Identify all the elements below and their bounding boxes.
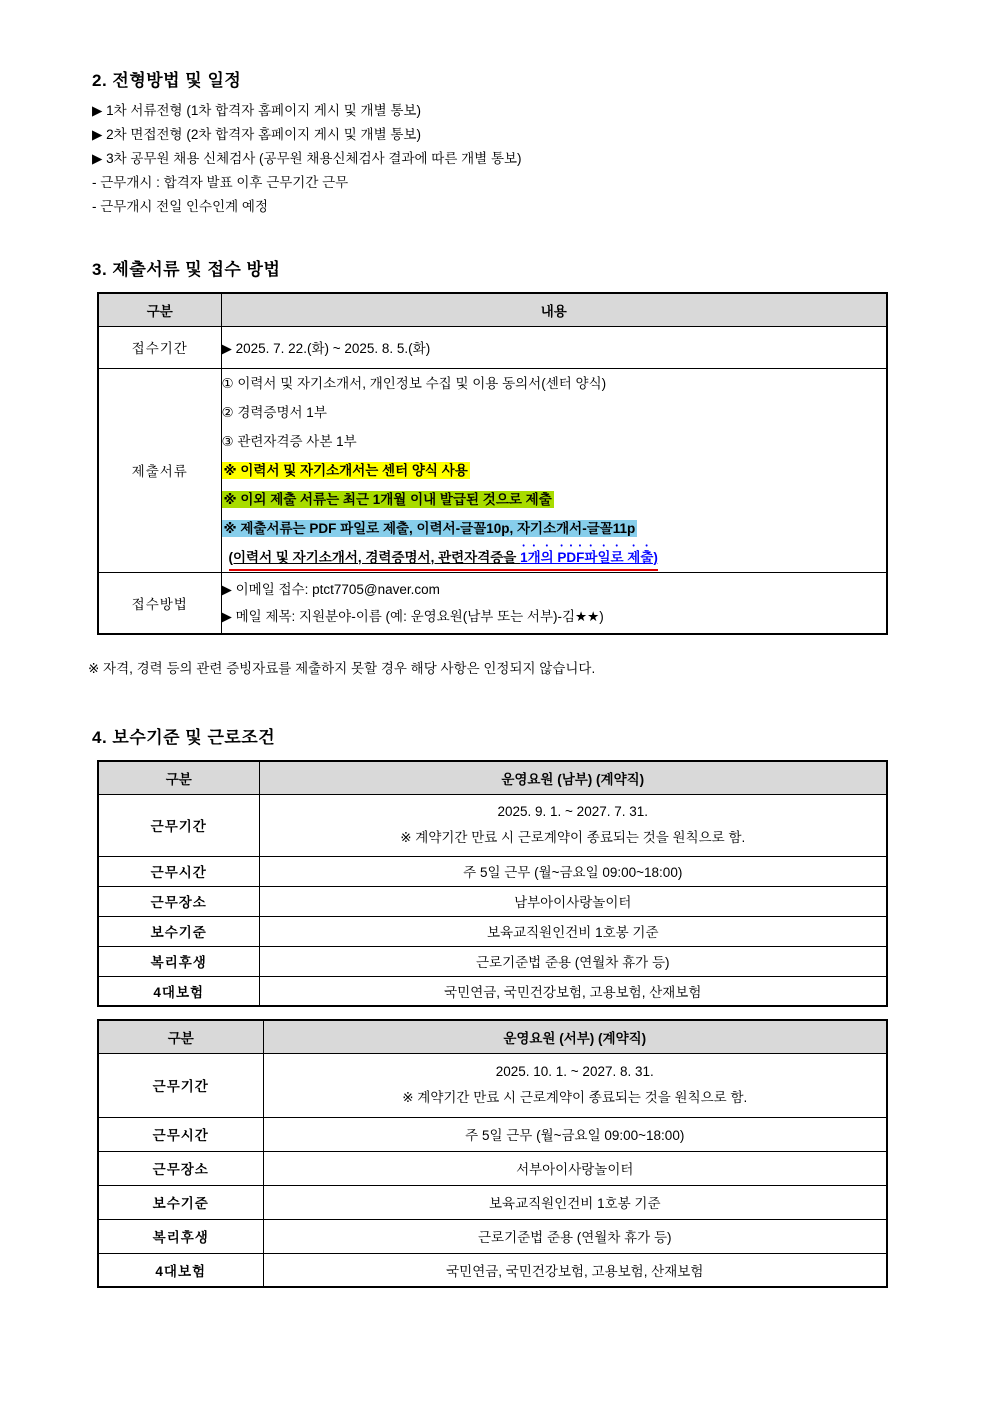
- reception-method-row: [98, 572, 887, 634]
- section-compensation: [92, 723, 892, 1288]
- seobu-work-hours-row: [98, 1117, 887, 1151]
- seobu-period-dates: 2025. 10. 1. ~ 2027. 8. 31.: [495, 1064, 654, 1079]
- single-pdf-prefix: (이력서 및 자기소개서, 경력증명서, 관련자격증을: [228, 549, 521, 565]
- work-start-note: - 근무개시 : 합격자 발표 이후 근무기간 근무: [92, 175, 349, 190]
- seobu-insurance-row: [98, 1253, 887, 1287]
- selection-steps: [92, 99, 892, 219]
- nambu-header-title: 운영요원 (남부) (계약직): [259, 761, 887, 794]
- documents-label: 제출서류: [98, 368, 221, 572]
- nambu-period-note: ※ 계약기간 만료 시 근로계약이 종료되는 것을 원칙으로 함.: [400, 830, 746, 845]
- nambu-work-hours-label: 근무시간: [98, 856, 259, 886]
- note-center-form: [222, 456, 887, 485]
- seobu-work-place-row: [98, 1151, 887, 1185]
- email-subject-line: ▶ 메일 제목: 지원분야-이름 (예: 운영요원(남부 또는 서부)-김★★): [221, 608, 604, 624]
- nambu-pay-value: 보육교직원인건비 1호봉 기준: [259, 916, 887, 946]
- seobu-work-place-value: 서부아이사랑놀이터: [263, 1151, 887, 1185]
- nambu-header-category: 구분: [98, 761, 259, 794]
- seobu-header-row: [98, 1020, 887, 1053]
- nambu-work-period-row: [98, 794, 887, 856]
- nambu-insurance-value: 국민연금, 국민건강보험, 고용보험, 산재보험: [259, 976, 887, 1006]
- seobu-header-title: 운영요원 (서부) (계약직): [263, 1020, 887, 1053]
- nambu-work-place-value: 남부아이사랑놀이터: [259, 886, 887, 916]
- section2-title: 2. 전형방법 및 일정: [92, 71, 242, 90]
- email-address-line: ▶ 이메일 접수: ptct7705@naver.com: [221, 581, 440, 597]
- section-selection-method: [92, 66, 892, 219]
- seobu-header-category: 구분: [98, 1020, 263, 1053]
- conditions-table-nambu: [97, 760, 888, 1007]
- nambu-work-period-value: [259, 794, 887, 856]
- seobu-welfare-label: 복리후생: [98, 1219, 263, 1253]
- document-item-2: ② 경력증명서 1부: [221, 404, 327, 420]
- note-recent-issue: [222, 485, 887, 514]
- submission-table-header-row: [98, 293, 887, 326]
- red-underlined-line: [229, 543, 658, 571]
- nambu-welfare-row: [98, 946, 887, 976]
- section4-title: 4. 보수기준 및 근로조건: [92, 728, 276, 747]
- nambu-welfare-label: 복리후생: [98, 946, 259, 976]
- documents-content: [221, 368, 887, 572]
- single-pdf-emphasis: 1개의 PDF파일로 제출): [520, 549, 658, 565]
- selection-step-3: ▶ 3차 공무원 채용 신체검사 (공무원 채용신체검사 결과에 따른 개별 통보): [92, 151, 522, 166]
- seobu-work-period-value: [263, 1053, 887, 1117]
- seobu-welfare-row: [98, 1219, 887, 1253]
- nambu-header-row: [98, 761, 887, 794]
- document-item-1: ① 이력서 및 자기소개서, 개인정보 수집 및 이용 동의서(센터 양식): [221, 375, 607, 391]
- nambu-work-hours-value: 주 5일 근무 (월~금요일 09:00~18:00): [259, 856, 887, 886]
- nambu-work-period-label: 근무기간: [98, 794, 259, 856]
- seobu-work-hours-value: 주 5일 근무 (월~금요일 09:00~18:00): [263, 1117, 887, 1151]
- note-single-pdf: [222, 543, 887, 572]
- reception-period-label: 접수기간: [98, 326, 221, 368]
- section-submission: [88, 255, 892, 677]
- seobu-work-period-row: [98, 1053, 887, 1117]
- seobu-work-period-label: 근무기간: [98, 1053, 263, 1117]
- nambu-insurance-label: 4대보험: [98, 976, 259, 1006]
- seobu-pay-value: 보육교직원인건비 1호봉 기준: [263, 1185, 887, 1219]
- selection-step-1: ▶ 1차 서류전형 (1차 합격자 홈페이지 게시 및 개별 통보): [92, 103, 421, 118]
- nambu-work-place-label: 근무장소: [98, 886, 259, 916]
- reception-method-content: [221, 572, 887, 634]
- seobu-insurance-value: 국민연금, 국민건강보험, 고용보험, 산재보험: [263, 1253, 887, 1287]
- document-item-3: ③ 관련자격증 사본 1부: [221, 433, 357, 449]
- seobu-period-note: ※ 계약기간 만료 시 근로계약이 종료되는 것을 원칙으로 함.: [402, 1090, 748, 1105]
- note-pdf-format: [222, 514, 887, 543]
- handover-note: - 근무개시 전일 인수인계 예정: [92, 199, 268, 214]
- documents-row: [98, 368, 887, 572]
- submission-table: [97, 292, 888, 635]
- nambu-period-dates: 2025. 9. 1. ~ 2027. 7. 31.: [497, 804, 648, 819]
- seobu-pay-label: 보수기준: [98, 1185, 263, 1219]
- submission-header-category: 구분: [98, 293, 221, 326]
- nambu-work-hours-row: [98, 856, 887, 886]
- green-highlight-text: ※ 이외 제출 서류는 최근 1개월 이내 발급된 것으로 제출: [223, 491, 552, 507]
- nambu-insurance-row: [98, 976, 887, 1006]
- seobu-insurance-label: 4대보험: [98, 1253, 263, 1287]
- submission-header-content: 내용: [221, 293, 887, 326]
- blue-highlight-text: ※ 제출서류는 PDF 파일로 제출, 이력서-글꼴10p, 자기소개서-글꼴11p: [223, 520, 636, 536]
- seobu-work-hours-label: 근무시간: [98, 1117, 263, 1151]
- nambu-pay-label: 보수기준: [98, 916, 259, 946]
- reception-period-row: [98, 326, 887, 368]
- seobu-work-place-label: 근무장소: [98, 1151, 263, 1185]
- selection-step-2: ▶ 2차 면접전형 (2차 합격자 홈페이지 게시 및 개별 통보): [92, 127, 421, 142]
- reception-period-value: ▶ 2025. 7. 22.(화) ~ 2025. 8. 5.(화): [221, 326, 887, 368]
- nambu-work-place-row: [98, 886, 887, 916]
- nambu-pay-row: [98, 916, 887, 946]
- yellow-highlight-text: ※ 이력서 및 자기소개서는 센터 양식 사용: [223, 462, 468, 478]
- nambu-welfare-value: 근로기준법 준용 (연월차 휴가 등): [259, 946, 887, 976]
- conditions-table-seobu: [97, 1019, 888, 1288]
- qualification-footnote: ※ 자격, 경력 등의 관련 증빙자료를 제출하지 못할 경우 해당 사항은 인정되지 않습니다.: [88, 661, 596, 676]
- section3-title: 3. 제출서류 및 접수 방법: [92, 260, 281, 279]
- seobu-pay-row: [98, 1185, 887, 1219]
- seobu-welfare-value: 근로기준법 준용 (연월차 휴가 등): [263, 1219, 887, 1253]
- reception-method-label: 접수방법: [98, 572, 221, 634]
